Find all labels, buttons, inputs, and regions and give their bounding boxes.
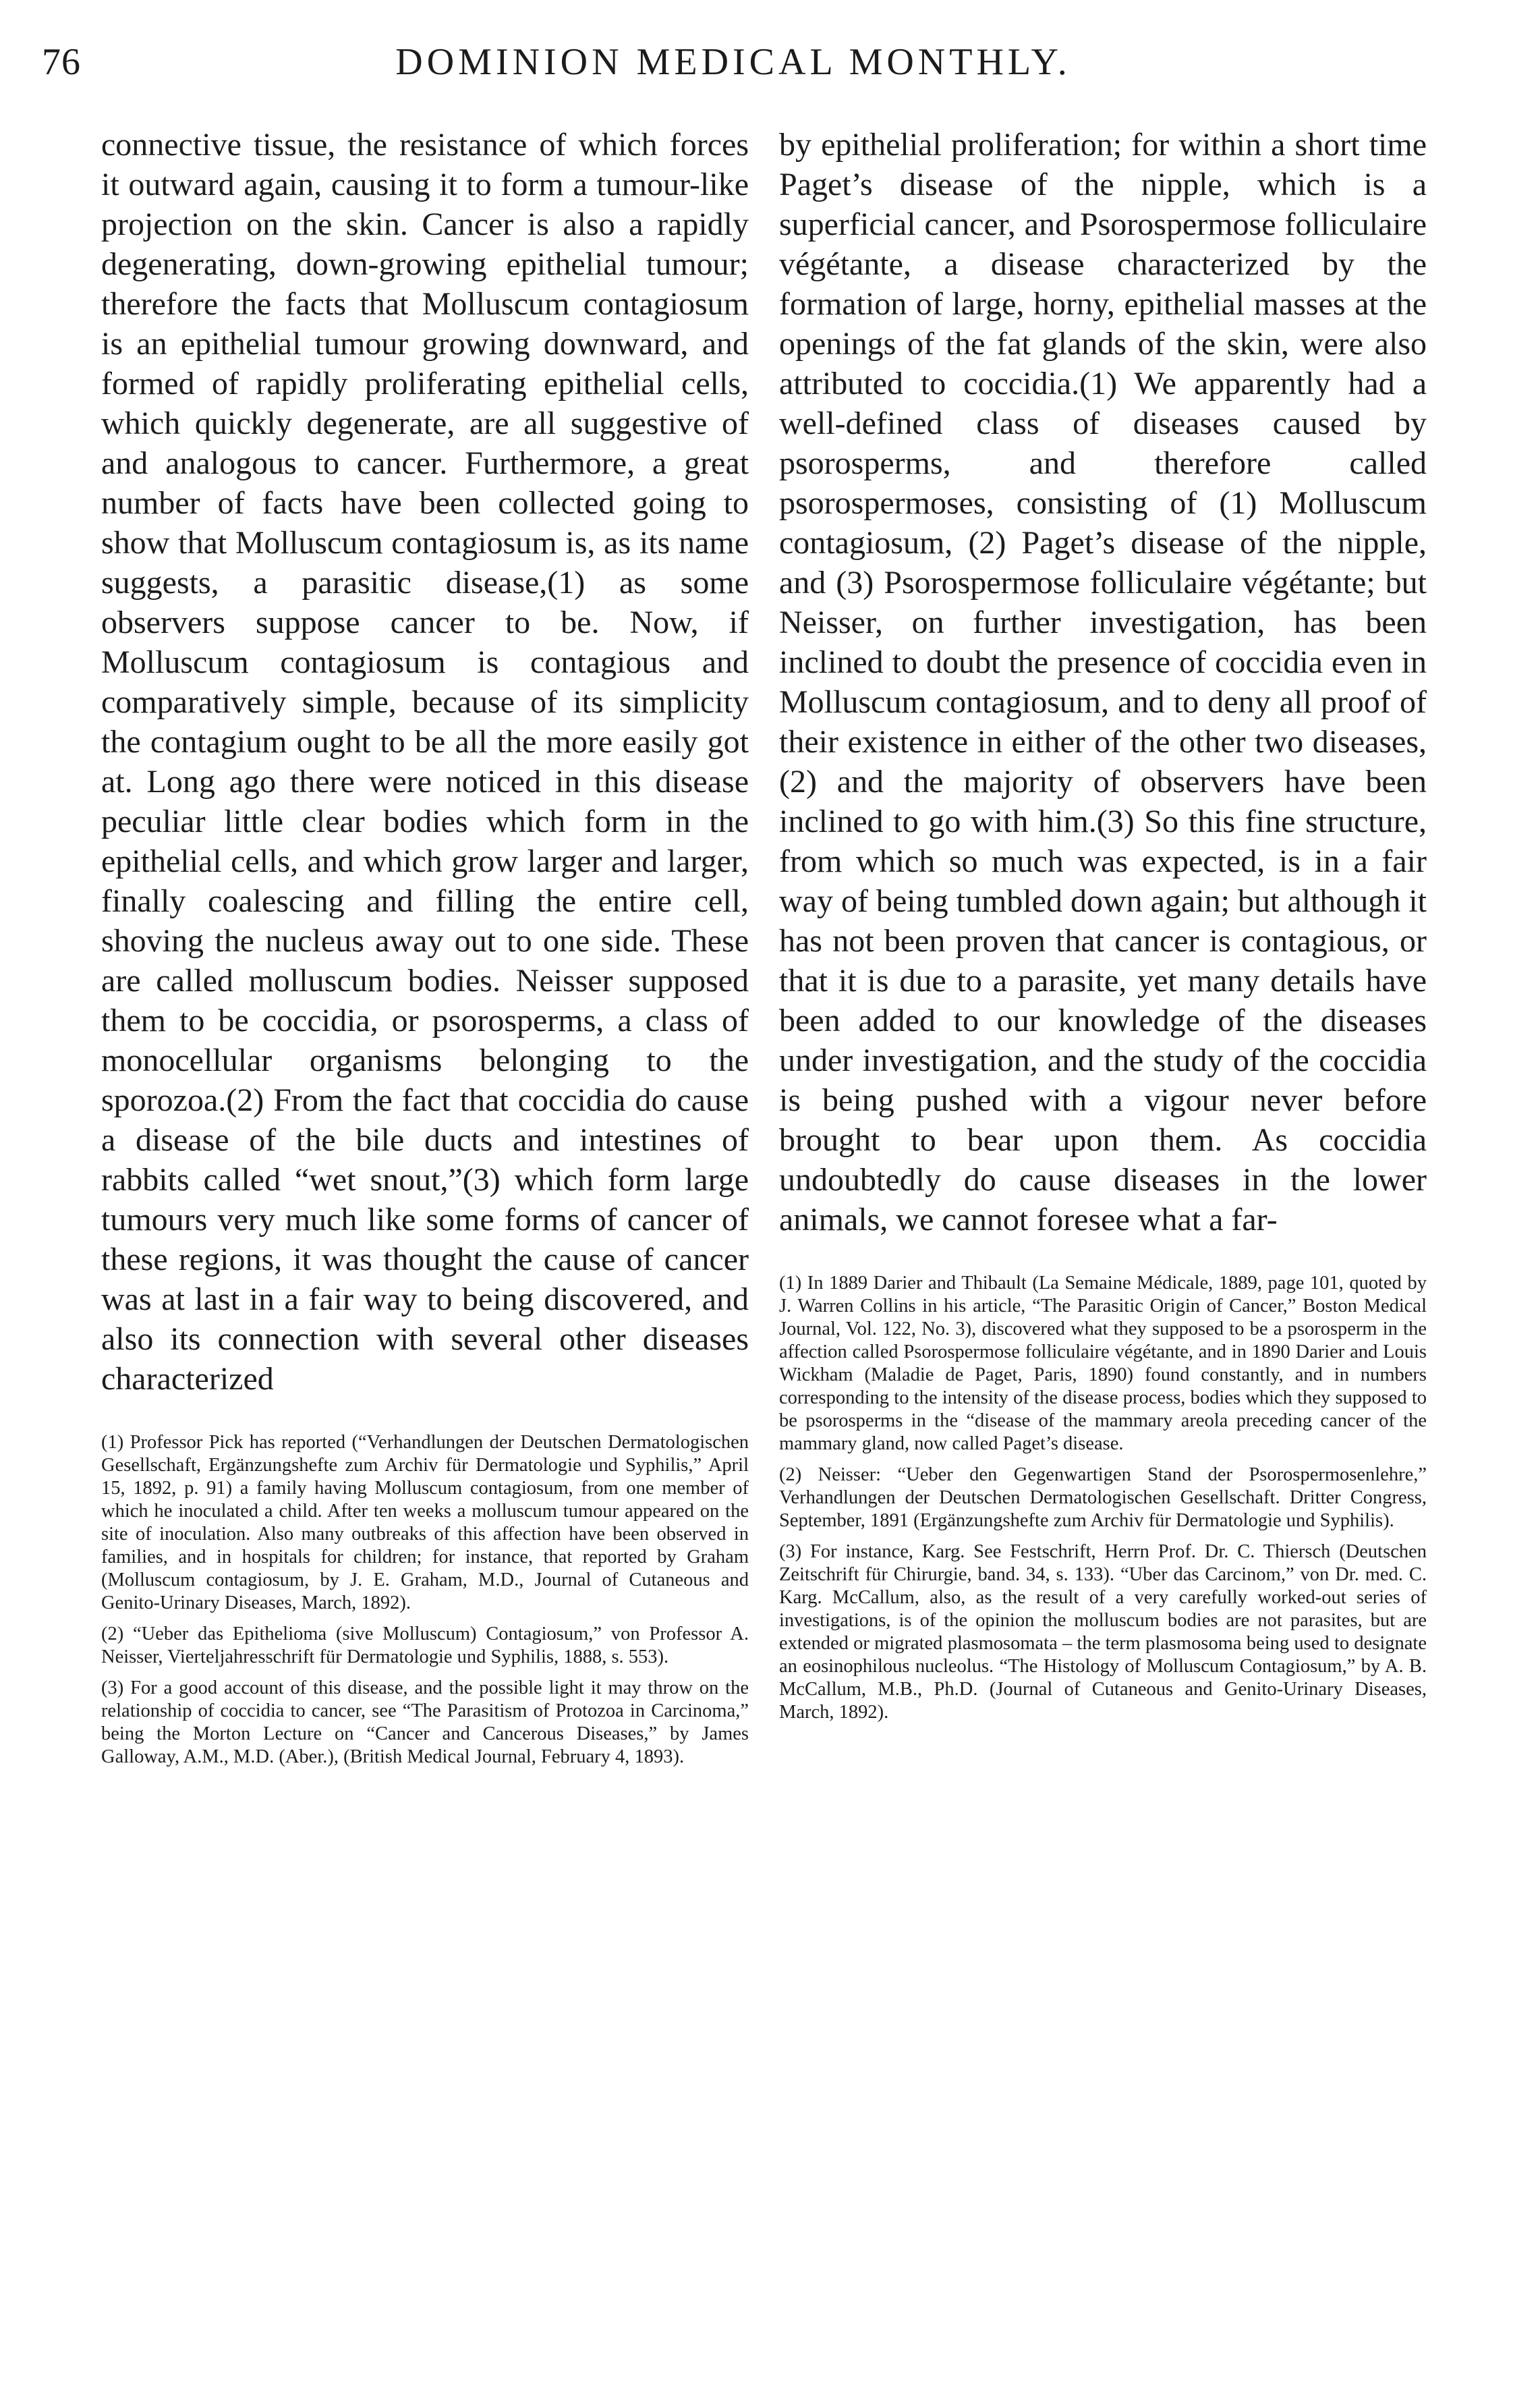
running-title: DOMINION MEDICAL MONTHLY. [395,41,1071,83]
page-header [42,40,1425,94]
left-column [101,125,749,1777]
right-body-text: by epithelial proliferation; for within a short time Paget’s disease of the nipple, which is a superficial cancer, and Psorospermose folliculaire végétante, a disease characterized by the formation of large, horny, epithelial masses at the openings of the fat glands of the skin, were also attributed to coccidia.(1) We apparently had a well-defined class of diseases caused by psorosperms, and therefore called psorospermoses, consisting of (1) Molluscum contagiosum, (2) Paget’s disease of the nipple, and (3) Psorospermose folliculaire végétante; but Neisser, on further investigation, has been inclined to doubt the presence of coccidia even in Molluscum contagiosum, and to deny all proof of their existence in either of the other two diseases,(2) and the majority of observers have been inclined to go with him.(3) So this fine structure, from which so much was expected, is in a fair way of being tumbled down again; but although it has not been proven that cancer is contagious, or that it is due to a parasite, yet many details have been added to our knowledge of the diseases under investigation, and the study of the coccidia is being pushed with a vigour never before brought to bear upon them. As coccidia undoubtedly do cause diseases in the lower animals, we cannot foresee what a far- [779,127,1427,1238]
right-column [779,125,1427,1732]
right-footnotes [779,1272,1427,1724]
right-footnote-2: (2) Neisser: “Ueber den Gegenwartigen Stand der Psorospermosenlehre,” Verhandlungen der Deutschen Dermatologischen Gesellschaft. Dritter Congress, September, 1891 (Ergänzungshefte zum Archiv für Dermatologie und Syphilis). [779,1464,1427,1531]
right-footnote-1: (1) In 1889 Darier and Thibault (La Semaine Médicale, 1889, page 101, quoted by J. Warren Collins in his article, “The Parasitic Origin of Cancer,” Boston Medical Journal, Vol. 122, No. 3), discovered what they supposed to be a psorosperm in the affection called Psorospermose folliculaire végétante, and in 1890 Darier and Louis Wickham (Maladie de Paget, Paris, 1890) found constantly, and in numbers corresponding to the intensity of the disease process, bodies which they supposed to be psorosperms in the “disease of the mammary areola preceding cancer of the mammary gland, now called Paget’s disease. [779,1273,1427,1454]
right-footnote-3: (3) For instance, Karg. See Festschrift, Herrn Prof. Dr. C. Thiersch (Deutschen Zeitschrift für Chirurgie, band. 34, s. 133). “Uber das Carcinom,” von Dr. med. C. Karg. McCallum, also, as the result of a very carefully worked-out series of investigations, is of the opinion the molluscum bodies are not parasites, but are extended or migrated plasmosomata – the term plasmosoma being used to designate an eosinophilous nucleolus. “The Histology of Molluscum Contagiosum,” by A. B. McCallum, M.B., Ph.D. (Journal of Cutaneous and Genito-Urinary Diseases, March, 1892). [779,1541,1427,1723]
page-number: 76 [42,41,81,83]
left-footnote-1: (1) Professor Pick has reported (“Verhandlungen der Deutschen Dermatologischen Gesellschaft, Ergänzungshefte zum Archiv für Dermatologie und Syphilis,” April 15, 1892, p. 91) a family having Molluscum contagiosum, from one member of which he inoculated a child. After ten weeks a molluscum tumour appeared on the site of inoculation. Also many outbreaks of this affection have been observed in families, and in hospitals for children; for instance, that reported by Graham (Molluscum contagiosum, by J. E. Graham, M.D., Journal of Cutaneous and Genito-Urinary Diseases, March, 1892). [101,1432,749,1613]
left-footnotes [101,1431,749,1769]
left-footnote-2: (2) “Ueber das Epithelioma (sive Molluscum) Contagiosum,” von Professor A. Neisser, Vierteljahresschrift für Dermatologie und Syphilis, 1888, s. 553). [101,1623,749,1667]
left-footnote-3: (3) For a good account of this disease, and the possible light it may throw on the relationship of coccidia to cancer, see “The Parasitism of Protozoa in Carcinoma,” being the Morton Lecture on “Cancer and Cancerous Diseases,” by James Galloway, A.M., M.D. (Aber.), (British Medical Journal, February 4, 1893). [101,1677,749,1767]
left-body-text: connective tissue, the resistance of which forces it outward again, causing it to form a tumour-like projection on the skin. Cancer is also a rapidly degenerating, down-growing epithelial tumour; therefore the facts that Molluscum contagiosum is an epithelial tumour growing downward, and formed of rapidly proliferating epithelial cells, which quickly degenerate, are all suggestive of and analogous to cancer. Furthermore, a great number of facts have been collected going to show that Molluscum contagiosum is, as its name suggests, a parasitic disease,(1) as some observers suppose cancer to be. Now, if Molluscum contagiosum is contagious and comparatively simple, because of its simplicity the contagium ought to be all the more easily got at. Long ago there were noticed in this disease peculiar little clear bodies which form in the epithelial cells, and which grow larger and larger, finally coalescing and filling the entire cell, shoving the nucleus away out to one side. These are called molluscum bodies. Neisser supposed them to be coccidia, or psorosperms, a class of monocellular organisms belonging to the sporozoa.(2) From the fact that coccidia do cause a disease of the bile ducts and intestines of rabbits called “wet snout,”(3) which form large tumours very much like some forms of cancer of these regions, it was thought the cause of cancer was at last in a fair way to being discovered, and also its connection with several other diseases characterized [101,127,749,1397]
